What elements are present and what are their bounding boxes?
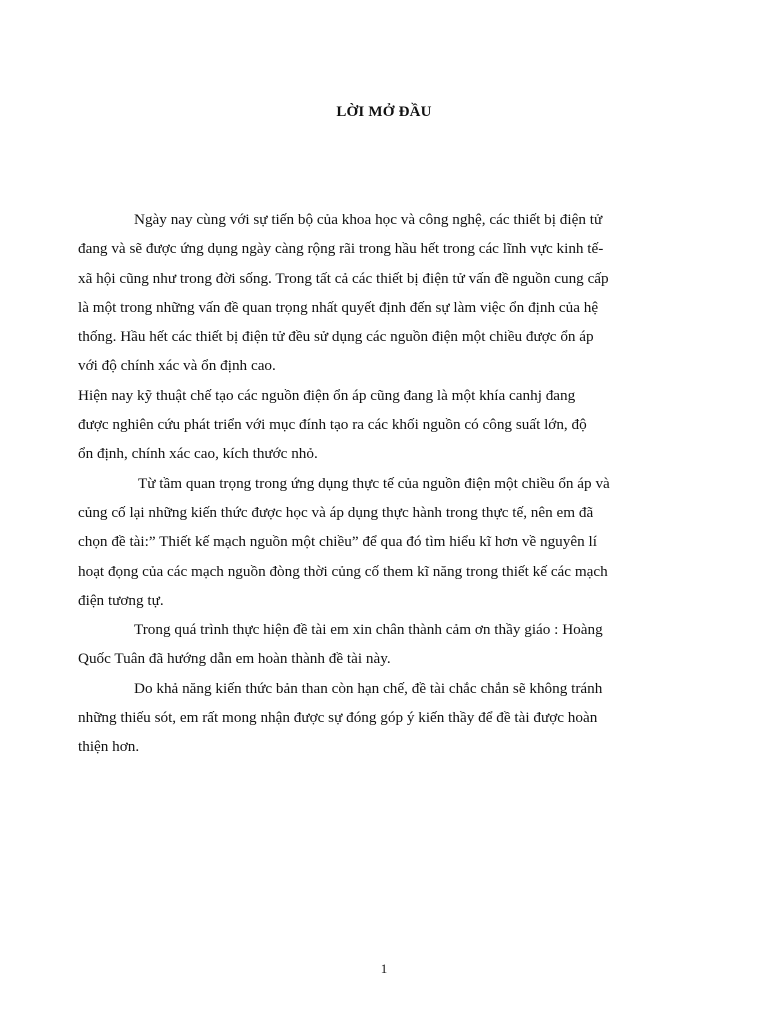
text-line: thống. Hầu hết các thiết bị điện tử đều sử dụng các nguồn điện một chiều được ổn áp	[78, 328, 594, 346]
text-line: Quốc Tuân đã hướng dẫn em hoàn thành đề tài này.	[78, 650, 391, 668]
text-line: Do khả năng kiến thức bản than còn hạn chế, đề tài chắc chắn sẽ không tránh	[134, 679, 603, 697]
text-line: điện tương tự.	[78, 591, 164, 609]
text-line: củng cố lại những kiến thức được học và áp dụng thực hành trong thực tế, nên em đã	[78, 503, 594, 521]
page-title: LỜI MỞ ĐẦU	[336, 104, 432, 120]
page-number: 1	[380, 961, 388, 976]
text-line: đang và sẽ được ứng dụng ngày càng rộng rãi trong hầu hết trong các lĩnh vực kinh tế-	[78, 240, 604, 258]
text-line: Trong quá trình thực hiện đề tài em xin chân thành cảm ơn thầy giáo : Hoàng	[134, 621, 603, 639]
text-line: thiện hơn.	[78, 738, 140, 756]
text-line: ổn định, chính xác cao, kích thước nhỏ.	[78, 445, 318, 463]
text-line: Hiện nay kỹ thuật chế tạo các nguồn điện ổn áp cũng đang là một khía canhj đang	[78, 386, 576, 404]
document-body	[78, 205, 666, 762]
text-line: xã hội cũng như trong đời sống. Trong tất cả các thiết bị điện tử vấn đề nguồn cung cấp	[78, 269, 609, 287]
text-line: Từ tầm quan trọng trong ứng dụng thực tế của nguồn điện một chiều ổn áp và	[138, 474, 610, 492]
text-line: Ngày nay cùng với sự tiến bộ của khoa học và công nghệ, các thiết bị điện tử	[134, 211, 603, 228]
text-line: với độ chính xác và ổn định cao.	[78, 357, 276, 375]
text-line: được nghiên cứu phát triển với mục đính tạo ra các khối nguồn có công suất lớn, độ	[78, 416, 587, 434]
text-line: chọn đề tài:” Thiết kế mạch nguồn một chiều” để qua đó tìm hiểu kĩ hơn về nguyên lí	[78, 533, 597, 551]
text-line: những thiếu sót, em rất mong nhận được sự đóng góp ý kiến thầy để đề tài được hoàn	[78, 709, 598, 727]
text-line: hoạt đọng của các mạch nguồn đòng thời củng cố them kĩ năng trong thiết kế các mạch	[78, 562, 608, 580]
text-line: là một trong những vấn đề quan trọng nhất quyết định đến sự làm việc ổn định của hệ	[78, 298, 599, 316]
